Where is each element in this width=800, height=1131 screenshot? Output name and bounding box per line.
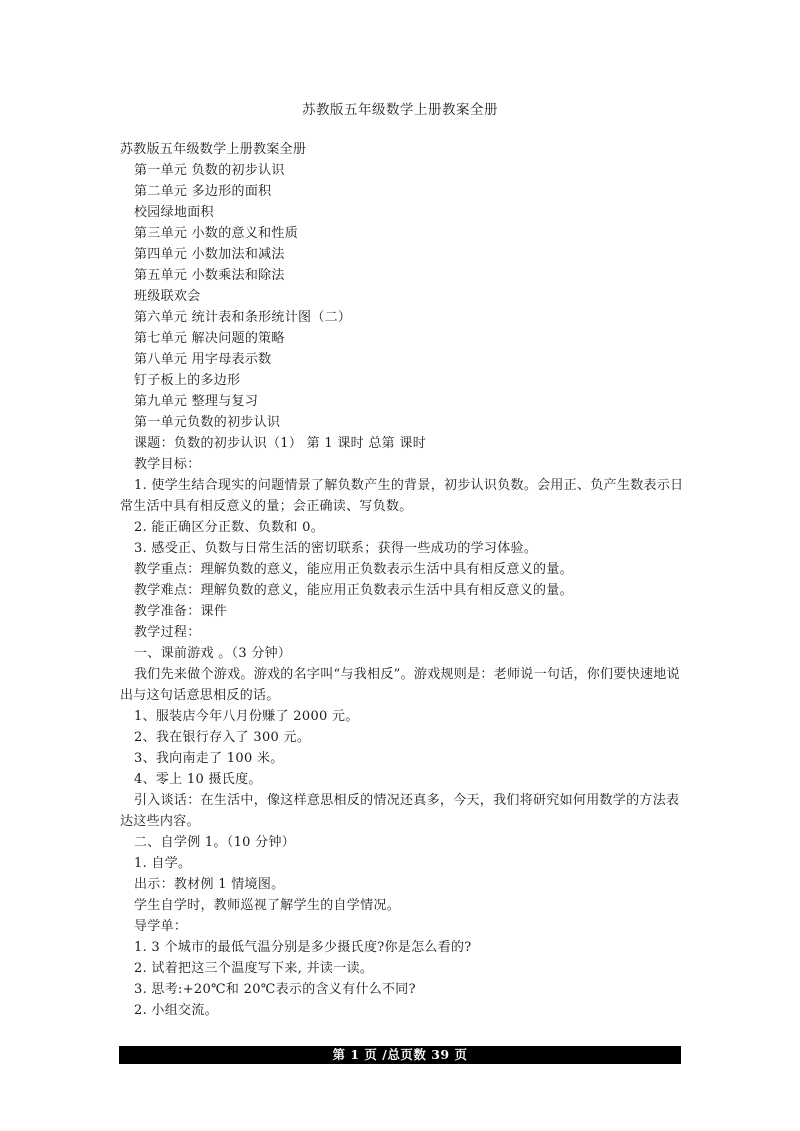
game-intro-paragraph: 我们先来做个游戏。游戏的名字叫“与我相反”。游戏规则是：老师说一句话，你们要快速地说出与这句话意思相反的话。: [120, 667, 680, 703]
toc-item: 第九单元 整理与复习: [134, 394, 259, 409]
toc-item: 第八单元 用字母表示数: [134, 352, 272, 367]
toc-item: 班级联欢会: [134, 289, 201, 304]
toc-item: 钉子板上的多边形: [134, 373, 241, 388]
toc-item: 第三单元 小数的意义和性质: [134, 226, 299, 241]
step-item: 学生自学时，教师巡视了解学生的自学情况。: [134, 898, 401, 913]
example-item: 1、服装店今年八月份赚了 2000 元。: [134, 709, 359, 724]
goals-heading: 教学目标：: [134, 457, 201, 472]
preparation: 教学准备：课件: [134, 604, 228, 619]
page-footer: [119, 1046, 681, 1064]
key-point: 教学重点：理解负数的意义，能应用正负数表示生活中具有相反意义的量。: [134, 562, 573, 577]
question-item: 3. 思考:+20℃和 20℃表示的含义有什么不同?: [134, 982, 416, 997]
document-title: 苏教版五年级数学上册教案全册: [302, 102, 498, 118]
toc-item: 第七单元 解决问题的策略: [134, 331, 285, 346]
toc-item: 第四单元 小数加法和减法: [134, 247, 285, 262]
toc-heading: 苏教版五年级数学上册教案全册: [120, 142, 307, 157]
page-number: 第 1 页 /总页数 39 页: [332, 1047, 468, 1062]
process-heading: 教学过程：: [134, 625, 201, 640]
example-item: 4、零上 10 摄氏度。: [134, 772, 262, 787]
guide-heading: 导学单：: [134, 919, 188, 934]
goal-paragraph: 1. 使学生结合现实的问题情景了解负数产生的背景，初步认识负数。会用正、负产生数表示日常生活中具有相反意义的量；会正确读、写负数。: [120, 478, 684, 514]
toc-item: 第六单元 统计表和条形统计图（二）: [134, 310, 352, 325]
unit-heading: 第一单元负数的初步认识: [134, 415, 281, 430]
difficulty: 教学难点：理解负数的意义，能应用正负数表示生活中具有相反意义的量。: [134, 583, 573, 598]
example-item: 2、我在银行存入了 300 元。: [134, 730, 311, 745]
toc-item: 第一单元 负数的初步认识: [134, 163, 285, 178]
question-item: 2. 试着把这三个温度写下来, 并读一读。: [134, 961, 374, 976]
question-item: 1. 3 个城市的最低气温分别是多少摄氏度?你是怎么看的?: [134, 940, 472, 955]
section-heading: 二、自学例 1。（10 分钟）: [134, 835, 296, 850]
step-item: 出示：教材例 1 情境图。: [134, 877, 285, 892]
section-heading: 一、课前游戏 。（3 分钟）: [134, 646, 292, 661]
goal-paragraph: 2. 能正确区分正数、负数和 0。: [134, 520, 325, 535]
example-item: 3、我向南走了 100 米。: [134, 751, 284, 766]
step-item: 2. 小组交流。: [134, 1003, 218, 1018]
step-item: 1. 自学。: [134, 856, 192, 871]
toc-item: 第五单元 小数乘法和除法: [134, 268, 285, 283]
lesson-topic: 课题：负数的初步认识（1） 第 1 课时 总第 课时: [134, 436, 427, 451]
toc-item: 校园绿地面积: [134, 205, 214, 220]
goal-paragraph: 3. 感受正、负数与日常生活的密切联系；获得一些成功的学习体验。: [134, 541, 538, 556]
intro-talk-paragraph: 引入谈话：在生活中，像这样意思相反的情况还真多，今天，我们将研究如何用数学的方法表达这些内容。: [120, 793, 680, 829]
toc-item: 第二单元 多边形的面积: [134, 184, 272, 199]
